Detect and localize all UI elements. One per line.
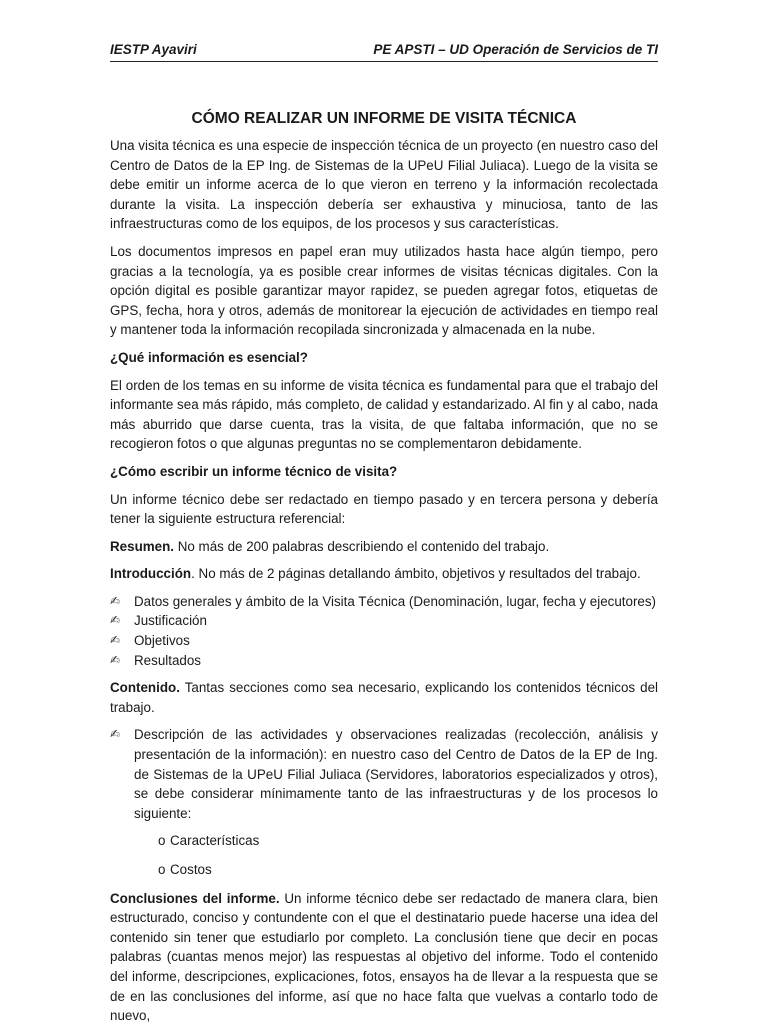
paragraph-contenido xyxy=(110,678,658,717)
header-right: PE APSTI – UD Operación de Servicios de TI xyxy=(373,42,658,57)
list-item: ✍ Objetivos xyxy=(110,631,658,651)
contenido-label: Contenido. xyxy=(110,680,180,696)
header-left: IESTP Ayaviri xyxy=(110,42,197,57)
circle-bullet-icon: o xyxy=(158,833,166,849)
contenido-list xyxy=(110,725,658,823)
paragraph-resumen xyxy=(110,537,658,557)
introduccion-text: . No más de 2 páginas detallando ámbito, objetivos y resultados del trabajo. xyxy=(191,566,641,582)
list-item: ✍ Justificación xyxy=(110,611,658,631)
paragraph-intro: Una visita técnica es una especie de inspección técnica de un proyecto (en nuestro caso del Centro de Datos de la EP Ing. de Sistemas de la UPeU Filial Juliaca). Luego de la visita se debe emitir un informe acerca de lo que vieron en terreno y la información recolectada durante la visita. La inspección debería ser exhaustiva y minuciosa, tanto de las infraestructuras como de los equipos, de los procesos y sus características. xyxy=(110,138,658,232)
contenido-text: Tantas secciones como sea necesario, explicando los contenidos técnicos del trabajo. xyxy=(110,680,658,715)
subheading-how-to-write: ¿Cómo escribir un informe técnico de visita? xyxy=(110,463,398,479)
pen-check-icon: ✍ xyxy=(110,593,121,608)
paragraph-introduccion xyxy=(110,564,658,584)
paragraph-digital: Los documentos impresos en papel eran muy utilizados hasta hace algún tiempo, pero gracias a la tecnología, ya es posible crear informes de visitas técnicas digitales. Con la opción digital es posible garantizar mayor rapidez, se pueden agregar fotos, etiquetas de GPS, fecha, hora y otros, además de monitorear la ejecución de actividades en tiempo real y mantener toda la información recopilada sincronizada y almacenada en la nube. xyxy=(110,243,658,338)
paragraph-order: El orden de los temas en su informe de visita técnica es fundamental para que el trabajo del informante sea más rápido, más completo, de calidad y estandarizado. Al fin y al cabo, nada más aburrido que darse cuenta, tras la visita, de que faltaba información, que no se recogieron fotos o que algunas preguntas no se complementaron debidamente. xyxy=(110,377,658,452)
document-title: CÓMO REALIZAR UN INFORME DE VISITA TÉCNICA xyxy=(191,110,577,127)
pen-check-icon: ✍ xyxy=(110,652,121,667)
page-header xyxy=(110,42,658,62)
subheading-essential: ¿Qué información es esencial? xyxy=(110,349,308,365)
circle-bullet-icon: o xyxy=(158,862,166,877)
conclusiones-label: Conclusiones del informe. xyxy=(110,890,280,906)
list-item: ✍ Descripción de las actividades y observaciones realizadas (recolección, análisis y presentación de la información): en nuestro caso del Centro de Datos de la EP de Ing. de Sistemas de la UPeU Filial Juliaca (Servidores, laboratorios especializados y otros), se debe considerar mínimamente tanto de las infraestructuras y de los procesos lo siguiente: xyxy=(110,727,658,821)
pen-check-icon: ✍ xyxy=(110,633,121,648)
paragraph-structure: Un informe técnico debe ser redactado en tiempo pasado y en tercera persona y debería tener la siguiente estructura referencial: xyxy=(110,491,658,527)
conclusiones-text: Un informe técnico debe ser redactado de manera clara, bien estructurado, conciso y contundente con el que el destinatario puede hacerse una idea del contenido sin tener que estudiarlo por completo. La conclusión tiene que decir en pocas palabras (cuantas menos mejor) las respuestas al objetivo del informe. Todo el contenido del informe, descripciones, explicaciones, fotos, ensayos ha de llevar a la respuesta que se de en las conclusiones del informe, así que no hace falta que vuelvas a contarlo todo de nuevo, xyxy=(110,890,658,1024)
pen-check-icon: ✍ xyxy=(110,727,121,742)
list-item: o Costos xyxy=(158,860,658,880)
sub-list xyxy=(110,831,658,879)
list-item: ✍ Resultados xyxy=(110,651,658,671)
resumen-text: No más de 200 palabras describiendo el contenido del trabajo. xyxy=(174,538,550,554)
paragraph-conclusiones xyxy=(110,889,658,1026)
list-item: ✍ Datos generales y ámbito de la Visita Técnica (Denominación, lugar, fecha y ejecutores) xyxy=(110,592,658,612)
document-body xyxy=(110,108,658,1034)
introduccion-label: Introducción xyxy=(110,566,192,582)
list-item: o Características xyxy=(158,831,658,851)
intro-list xyxy=(110,592,658,670)
resumen-label: Resumen. xyxy=(110,538,174,554)
pen-check-icon: ✍ xyxy=(110,613,121,628)
